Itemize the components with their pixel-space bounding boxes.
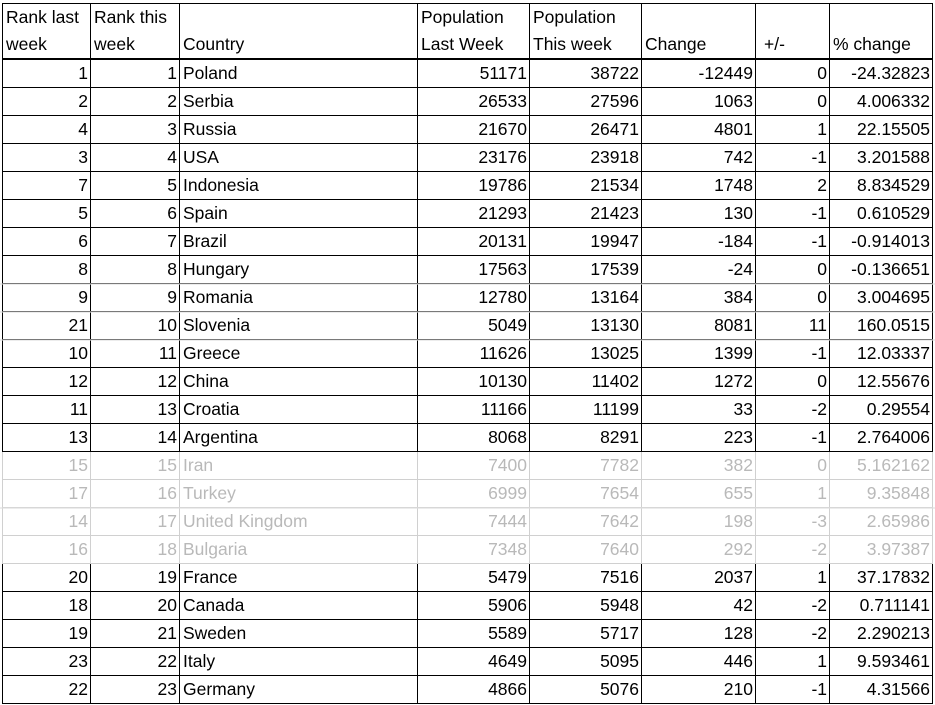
cell-rank-this-week: 4 xyxy=(91,144,180,172)
table-row xyxy=(3,480,933,508)
header-line xyxy=(833,4,930,31)
header-line: +/- xyxy=(764,34,785,54)
cell-country: Hungary xyxy=(180,256,418,284)
cell-country: Turkey xyxy=(180,480,418,508)
cell-plus-minus: -1 xyxy=(756,228,830,256)
cell-percent-change: 9.593461 xyxy=(830,648,933,676)
cell-percent-change: -0.914013 xyxy=(830,228,933,256)
cell-country: Germany xyxy=(180,676,418,704)
cell-population-last-week: 8068 xyxy=(418,424,530,452)
cell-percent-change: 3.97387 xyxy=(830,536,933,564)
cell-rank-this-week: 16 xyxy=(91,480,180,508)
cell-population-this-week: 5948 xyxy=(530,592,642,620)
cell-population-this-week: 11402 xyxy=(530,368,642,396)
cell-population-last-week: 21670 xyxy=(418,116,530,144)
header-line xyxy=(645,4,753,31)
cell-change: 130 xyxy=(642,200,756,228)
header-line: Population xyxy=(533,7,616,27)
cell-rank-this-week: 10 xyxy=(91,312,180,340)
cell-change: 1272 xyxy=(642,368,756,396)
cell-change: 33 xyxy=(642,396,756,424)
table-row xyxy=(3,564,933,592)
cell-percent-change: 2.290213 xyxy=(830,620,933,648)
cell-plus-minus: 0 xyxy=(756,452,830,480)
cell-rank-this-week: 5 xyxy=(91,172,180,200)
cell-rank-last-week: 13 xyxy=(3,424,91,452)
cell-plus-minus: 11 xyxy=(756,312,830,340)
cell-rank-last-week: 21 xyxy=(3,312,91,340)
cell-plus-minus: 0 xyxy=(756,284,830,312)
cell-percent-change: 2.65986 xyxy=(830,508,933,536)
header-line: Rank last xyxy=(6,7,79,27)
table-row xyxy=(3,340,933,368)
cell-rank-last-week: 6 xyxy=(3,228,91,256)
cell-percent-change: 0.711141 xyxy=(830,592,933,620)
cell-population-this-week: 8291 xyxy=(530,424,642,452)
cell-population-last-week: 26533 xyxy=(418,88,530,116)
cell-country: Iran xyxy=(180,452,418,480)
cell-change: 1748 xyxy=(642,172,756,200)
cell-rank-last-week: 18 xyxy=(3,592,91,620)
cell-rank-this-week: 6 xyxy=(91,200,180,228)
header-percent-change xyxy=(830,4,933,60)
cell-population-this-week: 13025 xyxy=(530,340,642,368)
cell-percent-change: 4.006332 xyxy=(830,88,933,116)
cell-change: 223 xyxy=(642,424,756,452)
table-row xyxy=(3,116,933,144)
cell-rank-last-week: 5 xyxy=(3,200,91,228)
cell-rank-this-week: 13 xyxy=(91,396,180,424)
cell-population-last-week: 7400 xyxy=(418,452,530,480)
cell-population-this-week: 23918 xyxy=(530,144,642,172)
cell-rank-this-week: 3 xyxy=(91,116,180,144)
cell-country: Romania xyxy=(180,284,418,312)
cell-population-last-week: 11166 xyxy=(418,396,530,424)
cell-population-this-week: 11199 xyxy=(530,396,642,424)
cell-change: 384 xyxy=(642,284,756,312)
cell-change: 292 xyxy=(642,536,756,564)
cell-rank-this-week: 17 xyxy=(91,508,180,536)
cell-rank-this-week: 14 xyxy=(91,424,180,452)
cell-rank-this-week: 7 xyxy=(91,228,180,256)
cell-change: 128 xyxy=(642,620,756,648)
cell-plus-minus: 0 xyxy=(756,256,830,284)
cell-plus-minus: -2 xyxy=(756,536,830,564)
table-row xyxy=(3,228,933,256)
cell-rank-last-week: 20 xyxy=(3,564,91,592)
header-line xyxy=(183,4,415,31)
cell-percent-change: 12.03337 xyxy=(830,340,933,368)
cell-change: 1399 xyxy=(642,340,756,368)
cell-country: Sweden xyxy=(180,620,418,648)
cell-percent-change: 160.0515 xyxy=(830,312,933,340)
cell-rank-last-week: 1 xyxy=(3,59,91,88)
cell-change: 1063 xyxy=(642,88,756,116)
header-line xyxy=(764,4,827,31)
cell-rank-last-week: 16 xyxy=(3,536,91,564)
cell-change: 382 xyxy=(642,452,756,480)
cell-population-last-week: 21293 xyxy=(418,200,530,228)
cell-country: Croatia xyxy=(180,396,418,424)
table-row xyxy=(3,172,933,200)
cell-population-this-week: 7642 xyxy=(530,508,642,536)
table-row xyxy=(3,256,933,284)
cell-percent-change: 2.764006 xyxy=(830,424,933,452)
cell-population-last-week: 20131 xyxy=(418,228,530,256)
cell-change: -12449 xyxy=(642,59,756,88)
cell-percent-change: 0.29554 xyxy=(830,396,933,424)
cell-country: Canada xyxy=(180,592,418,620)
header-line: Population xyxy=(421,7,504,27)
cell-rank-last-week: 23 xyxy=(3,648,91,676)
cell-rank-last-week: 9 xyxy=(3,284,91,312)
cell-plus-minus: 1 xyxy=(756,480,830,508)
cell-plus-minus: -1 xyxy=(756,424,830,452)
cell-percent-change: 8.834529 xyxy=(830,172,933,200)
cell-population-this-week: 26471 xyxy=(530,116,642,144)
cell-country: Argentina xyxy=(180,424,418,452)
header-line: % change xyxy=(833,34,911,54)
cell-percent-change: 22.15505 xyxy=(830,116,933,144)
cell-population-this-week: 7640 xyxy=(530,536,642,564)
cell-population-last-week: 4649 xyxy=(418,648,530,676)
header-plus-minus xyxy=(756,4,830,60)
cell-country: Italy xyxy=(180,648,418,676)
cell-plus-minus: 1 xyxy=(756,564,830,592)
cell-change: 2037 xyxy=(642,564,756,592)
cell-plus-minus: 2 xyxy=(756,172,830,200)
cell-percent-change: 3.201588 xyxy=(830,144,933,172)
cell-rank-this-week: 21 xyxy=(91,620,180,648)
cell-plus-minus: -1 xyxy=(756,340,830,368)
cell-percent-change: 9.35848 xyxy=(830,480,933,508)
cell-rank-last-week: 8 xyxy=(3,256,91,284)
header-country xyxy=(180,4,418,60)
cell-population-last-week: 5589 xyxy=(418,620,530,648)
cell-rank-this-week: 1 xyxy=(91,59,180,88)
header-line: Change xyxy=(645,34,707,54)
table-row xyxy=(3,59,933,88)
cell-plus-minus: 0 xyxy=(756,88,830,116)
cell-plus-minus: -3 xyxy=(756,508,830,536)
cell-country: Russia xyxy=(180,116,418,144)
cell-rank-this-week: 11 xyxy=(91,340,180,368)
cell-percent-change: 4.31566 xyxy=(830,676,933,704)
cell-rank-last-week: 4 xyxy=(3,116,91,144)
cell-rank-last-week: 10 xyxy=(3,340,91,368)
cell-population-this-week: 5717 xyxy=(530,620,642,648)
cell-country: Bulgaria xyxy=(180,536,418,564)
cell-rank-last-week: 12 xyxy=(3,368,91,396)
cell-percent-change: 5.162162 xyxy=(830,452,933,480)
cell-population-this-week: 13164 xyxy=(530,284,642,312)
table-row xyxy=(3,284,933,312)
cell-country: Indonesia xyxy=(180,172,418,200)
cell-population-last-week: 7444 xyxy=(418,508,530,536)
header-rank-last-week xyxy=(3,4,91,60)
header-population-last-week xyxy=(418,4,530,60)
cell-plus-minus: -2 xyxy=(756,620,830,648)
cell-population-this-week: 5076 xyxy=(530,676,642,704)
cell-population-this-week: 13130 xyxy=(530,312,642,340)
cell-rank-this-week: 9 xyxy=(91,284,180,312)
cell-rank-last-week: 22 xyxy=(3,676,91,704)
cell-percent-change: -0.136651 xyxy=(830,256,933,284)
header-rank-this-week xyxy=(91,4,180,60)
table-row xyxy=(3,508,933,536)
cell-population-last-week: 12780 xyxy=(418,284,530,312)
cell-change: 4801 xyxy=(642,116,756,144)
header-line: Rank this xyxy=(94,7,167,27)
cell-change: 655 xyxy=(642,480,756,508)
cell-country: United Kingdom xyxy=(180,508,418,536)
cell-population-this-week: 21534 xyxy=(530,172,642,200)
cell-change: -184 xyxy=(642,228,756,256)
cell-change: -24 xyxy=(642,256,756,284)
cell-country: USA xyxy=(180,144,418,172)
cell-plus-minus: 0 xyxy=(756,59,830,88)
cell-change: 198 xyxy=(642,508,756,536)
cell-percent-change: 0.610529 xyxy=(830,200,933,228)
cell-rank-this-week: 19 xyxy=(91,564,180,592)
cell-country: Greece xyxy=(180,340,418,368)
cell-population-last-week: 4866 xyxy=(418,676,530,704)
cell-plus-minus: 1 xyxy=(756,116,830,144)
cell-plus-minus: -1 xyxy=(756,676,830,704)
cell-population-last-week: 11626 xyxy=(418,340,530,368)
header-row xyxy=(3,4,933,60)
table-row xyxy=(3,368,933,396)
header-line: week xyxy=(6,34,47,54)
cell-plus-minus: -1 xyxy=(756,144,830,172)
cell-population-last-week: 6999 xyxy=(418,480,530,508)
cell-population-last-week: 19786 xyxy=(418,172,530,200)
cell-rank-this-week: 18 xyxy=(91,536,180,564)
header-population-this-week xyxy=(530,4,642,60)
cell-population-last-week: 17563 xyxy=(418,256,530,284)
cell-plus-minus: -2 xyxy=(756,396,830,424)
cell-rank-last-week: 11 xyxy=(3,396,91,424)
table-row xyxy=(3,424,933,452)
cell-population-last-week: 10130 xyxy=(418,368,530,396)
cell-plus-minus: -2 xyxy=(756,592,830,620)
cell-population-this-week: 38722 xyxy=(530,59,642,88)
cell-plus-minus: -1 xyxy=(756,200,830,228)
cell-rank-this-week: 20 xyxy=(91,592,180,620)
cell-rank-this-week: 22 xyxy=(91,648,180,676)
table-row xyxy=(3,536,933,564)
header-line: This week xyxy=(533,34,612,54)
cell-rank-last-week: 15 xyxy=(3,452,91,480)
cell-population-this-week: 7782 xyxy=(530,452,642,480)
cell-rank-last-week: 3 xyxy=(3,144,91,172)
table-body xyxy=(3,59,933,704)
cell-percent-change: -24.32823 xyxy=(830,59,933,88)
cell-population-last-week: 7348 xyxy=(418,536,530,564)
cell-rank-last-week: 7 xyxy=(3,172,91,200)
header-line: Last Week xyxy=(421,34,504,54)
cell-country: France xyxy=(180,564,418,592)
population-ranking-table xyxy=(2,3,933,704)
cell-change: 42 xyxy=(642,592,756,620)
cell-change: 210 xyxy=(642,676,756,704)
cell-rank-this-week: 15 xyxy=(91,452,180,480)
table-row xyxy=(3,648,933,676)
table-row xyxy=(3,88,933,116)
cell-country: Brazil xyxy=(180,228,418,256)
cell-population-last-week: 5906 xyxy=(418,592,530,620)
cell-population-this-week: 5095 xyxy=(530,648,642,676)
cell-rank-last-week: 19 xyxy=(3,620,91,648)
header-line: Country xyxy=(183,34,245,54)
cell-percent-change: 37.17832 xyxy=(830,564,933,592)
table-row xyxy=(3,676,933,704)
cell-country: Serbia xyxy=(180,88,418,116)
table-row xyxy=(3,592,933,620)
cell-population-this-week: 21423 xyxy=(530,200,642,228)
header-change xyxy=(642,4,756,60)
cell-plus-minus: 1 xyxy=(756,648,830,676)
cell-rank-last-week: 2 xyxy=(3,88,91,116)
cell-change: 742 xyxy=(642,144,756,172)
table-row xyxy=(3,396,933,424)
header-line: week xyxy=(94,34,135,54)
cell-rank-last-week: 14 xyxy=(3,508,91,536)
cell-change: 8081 xyxy=(642,312,756,340)
cell-population-this-week: 7654 xyxy=(530,480,642,508)
cell-country: Poland xyxy=(180,59,418,88)
cell-population-last-week: 51171 xyxy=(418,59,530,88)
cell-rank-this-week: 23 xyxy=(91,676,180,704)
cell-population-this-week: 27596 xyxy=(530,88,642,116)
cell-population-this-week: 7516 xyxy=(530,564,642,592)
cell-population-this-week: 17539 xyxy=(530,256,642,284)
cell-rank-this-week: 2 xyxy=(91,88,180,116)
cell-rank-this-week: 12 xyxy=(91,368,180,396)
table-row xyxy=(3,312,933,340)
cell-population-this-week: 19947 xyxy=(530,228,642,256)
cell-country: China xyxy=(180,368,418,396)
table-row xyxy=(3,452,933,480)
cell-population-last-week: 23176 xyxy=(418,144,530,172)
cell-percent-change: 3.004695 xyxy=(830,284,933,312)
cell-country: Slovenia xyxy=(180,312,418,340)
table-row xyxy=(3,144,933,172)
cell-rank-this-week: 8 xyxy=(91,256,180,284)
cell-percent-change: 12.55676 xyxy=(830,368,933,396)
table-row xyxy=(3,200,933,228)
cell-plus-minus: 0 xyxy=(756,368,830,396)
cell-population-last-week: 5479 xyxy=(418,564,530,592)
cell-population-last-week: 5049 xyxy=(418,312,530,340)
table-row xyxy=(3,620,933,648)
cell-country: Spain xyxy=(180,200,418,228)
cell-change: 446 xyxy=(642,648,756,676)
cell-rank-last-week: 17 xyxy=(3,480,91,508)
